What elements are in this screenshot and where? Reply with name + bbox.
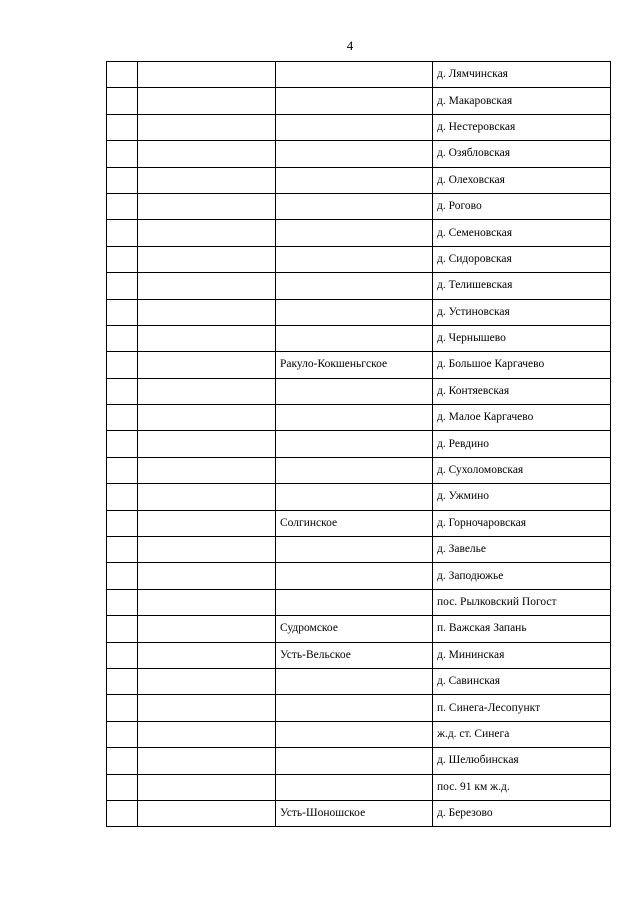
num-cell [107, 62, 138, 88]
table-row [107, 748, 611, 774]
municipality-cell [276, 378, 433, 404]
table-row [107, 774, 611, 800]
table-row [107, 378, 611, 404]
num-cell [107, 405, 138, 431]
settlement-cell: д. Горночаровская [433, 510, 611, 536]
district-cell [138, 246, 276, 272]
table-row [107, 563, 611, 589]
num-cell [107, 352, 138, 378]
settlement-cell: д. Завелье [433, 537, 611, 563]
settlement-cell: д. Малое Каргачево [433, 405, 611, 431]
num-cell [107, 616, 138, 642]
district-cell [138, 484, 276, 510]
table-row [107, 457, 611, 483]
settlement-cell: д. Лямчинская [433, 62, 611, 88]
municipality-cell [276, 141, 433, 167]
num-cell [107, 246, 138, 272]
num-cell [107, 457, 138, 483]
table-row [107, 537, 611, 563]
num-cell [107, 642, 138, 668]
table-row [107, 246, 611, 272]
settlement-cell: д. Озябловская [433, 141, 611, 167]
municipality-cell [276, 88, 433, 114]
num-cell [107, 563, 138, 589]
municipality-cell [276, 325, 433, 351]
num-cell [107, 88, 138, 114]
table-row [107, 299, 611, 325]
district-cell [138, 800, 276, 826]
municipality-cell: Ракуло-Кокшеньгское [276, 352, 433, 378]
num-cell [107, 220, 138, 246]
settlement-cell: д. Телишевская [433, 273, 611, 299]
district-cell [138, 114, 276, 140]
municipality-cell [276, 457, 433, 483]
settlement-cell: п. Важская Запань [433, 616, 611, 642]
table-row [107, 616, 611, 642]
table-row [107, 589, 611, 615]
table-row [107, 114, 611, 140]
municipality-cell: Судромское [276, 616, 433, 642]
municipality-cell [276, 484, 433, 510]
table-row [107, 668, 611, 694]
num-cell [107, 193, 138, 219]
district-cell [138, 299, 276, 325]
settlement-cell: ж.д. ст. Синега [433, 721, 611, 747]
settlement-cell: д. Заподюжье [433, 563, 611, 589]
district-cell [138, 88, 276, 114]
district-cell [138, 642, 276, 668]
table-row [107, 193, 611, 219]
num-cell [107, 273, 138, 299]
table-row [107, 484, 611, 510]
table-row [107, 220, 611, 246]
municipality-cell [276, 299, 433, 325]
district-cell [138, 62, 276, 88]
settlement-cell: д. Семеновская [433, 220, 611, 246]
table-body [107, 62, 611, 827]
settlement-cell: д. Контяевская [433, 378, 611, 404]
num-cell [107, 721, 138, 747]
table-row [107, 352, 611, 378]
settlement-cell: пос. 91 км ж.д. [433, 774, 611, 800]
num-cell [107, 325, 138, 351]
municipality-cell [276, 114, 433, 140]
num-cell [107, 748, 138, 774]
table-row [107, 721, 611, 747]
settlement-cell: д. Мининская [433, 642, 611, 668]
district-cell [138, 774, 276, 800]
municipality-cell: Усть-Шоношское [276, 800, 433, 826]
district-cell [138, 563, 276, 589]
num-cell [107, 589, 138, 615]
district-cell [138, 589, 276, 615]
municipality-cell [276, 405, 433, 431]
table-row [107, 695, 611, 721]
municipality-cell: Солгинское [276, 510, 433, 536]
district-cell [138, 431, 276, 457]
num-cell [107, 114, 138, 140]
settlement-cell: д. Савинская [433, 668, 611, 694]
table-row [107, 141, 611, 167]
num-cell [107, 484, 138, 510]
page-number: 4 [346, 38, 354, 53]
district-cell [138, 510, 276, 536]
table-row [107, 405, 611, 431]
district-cell [138, 220, 276, 246]
settlement-cell: д. Большое Каргачево [433, 352, 611, 378]
settlement-cell: д. Устиновская [433, 299, 611, 325]
municipality-cell [276, 273, 433, 299]
num-cell [107, 378, 138, 404]
district-cell [138, 352, 276, 378]
table-row [107, 431, 611, 457]
table-row [107, 88, 611, 114]
district-cell [138, 721, 276, 747]
district-cell [138, 668, 276, 694]
district-cell [138, 378, 276, 404]
table-row [107, 800, 611, 826]
municipality-cell [276, 774, 433, 800]
num-cell [107, 668, 138, 694]
municipality-cell [276, 246, 433, 272]
table-row [107, 642, 611, 668]
settlement-cell: д. Ревдино [433, 431, 611, 457]
municipality-cell [276, 589, 433, 615]
district-cell [138, 616, 276, 642]
district-cell [138, 325, 276, 351]
district-cell [138, 748, 276, 774]
settlement-cell: д. Березово [433, 800, 611, 826]
settlement-cell: д. Макаровская [433, 88, 611, 114]
table-row [107, 325, 611, 351]
district-cell [138, 695, 276, 721]
num-cell [107, 695, 138, 721]
num-cell [107, 431, 138, 457]
district-cell [138, 167, 276, 193]
municipality-cell [276, 62, 433, 88]
municipality-cell [276, 167, 433, 193]
table-row [107, 510, 611, 536]
table-row [107, 273, 611, 299]
municipality-cell [276, 668, 433, 694]
num-cell [107, 299, 138, 325]
district-cell [138, 457, 276, 483]
district-cell [138, 537, 276, 563]
settlement-cell: д. Рогово [433, 193, 611, 219]
settlement-cell: д. Ужмино [433, 484, 611, 510]
municipality-cell: Усть-Вельское [276, 642, 433, 668]
num-cell [107, 167, 138, 193]
num-cell [107, 537, 138, 563]
district-cell [138, 141, 276, 167]
municipality-cell [276, 193, 433, 219]
settlement-cell: д. Сидоровская [433, 246, 611, 272]
settlement-cell: д. Нестеровская [433, 114, 611, 140]
municipality-cell [276, 721, 433, 747]
settlement-cell: д. Чернышево [433, 325, 611, 351]
settlement-cell: д. Шелюбинская [433, 748, 611, 774]
district-cell [138, 193, 276, 219]
settlement-cell: д. Олеховская [433, 167, 611, 193]
num-cell [107, 800, 138, 826]
municipality-cell [276, 563, 433, 589]
settlement-cell: д. Сухоломовская [433, 457, 611, 483]
num-cell [107, 141, 138, 167]
municipality-cell [276, 431, 433, 457]
table-row [107, 167, 611, 193]
num-cell [107, 774, 138, 800]
municipality-cell [276, 695, 433, 721]
district-cell [138, 405, 276, 431]
settlement-cell: пос. Рылковский Погост [433, 589, 611, 615]
settlements-table [106, 61, 611, 827]
table-row [107, 62, 611, 88]
municipality-cell [276, 537, 433, 563]
municipality-cell [276, 220, 433, 246]
settlement-cell: п. Синега-Лесопункт [433, 695, 611, 721]
num-cell [107, 510, 138, 536]
municipality-cell [276, 748, 433, 774]
district-cell [138, 273, 276, 299]
